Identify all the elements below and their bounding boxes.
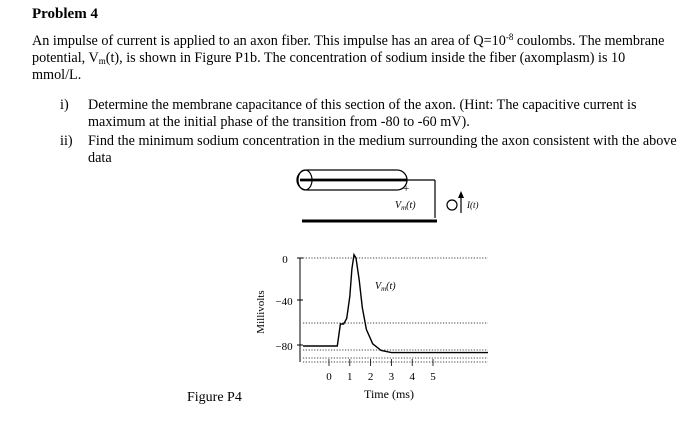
y-tick-label: −40 xyxy=(275,296,293,308)
question-text: Determine the membrane capacitance of this section of the axon. (Hint: The capacitive current is maximum at the initial phase of the transition from -80 to -60 mV). xyxy=(88,97,637,130)
question-text: Find the minimum sodium concentration in the medium surrounding the axon consistent with the above data xyxy=(88,133,677,166)
question-number: ii) xyxy=(60,133,73,149)
x-tick-label: 0 xyxy=(326,371,332,383)
x-tick-label: 4 xyxy=(409,371,415,383)
vm-label: $V_m(t)$ xyxy=(395,200,416,212)
current-arrowhead-icon xyxy=(458,191,464,198)
x-tick-label: 5 xyxy=(430,371,436,383)
series-label: $V_m(t)$ xyxy=(375,281,396,293)
x-tick-label: 3 xyxy=(388,371,395,383)
y-axis-label: Millivolts xyxy=(255,290,267,334)
y-tick-label: −80 xyxy=(275,341,293,353)
figure-caption: Figure P4 xyxy=(187,390,242,405)
vm-chart xyxy=(255,254,488,401)
question-number: i) xyxy=(60,97,69,113)
plus-label: + xyxy=(403,183,410,195)
x-tick-label: 1 xyxy=(347,371,353,383)
y-tick-label: 0 xyxy=(282,254,288,266)
problem-title: Problem 4 xyxy=(32,6,98,22)
x-tick-label: 2 xyxy=(367,371,374,383)
current-source-icon xyxy=(447,200,457,210)
x-axis-label: Time (ms) xyxy=(364,387,414,401)
axon-circuit-diagram xyxy=(297,170,464,221)
problem-statement: An impulse of current is applied to an axon fiber. This impulse has an area of $Q=10^{-8}$ coulombs. The membrane potential, $V_m(t)$, is shown in Figure P1b. The concentration of sodium inside the fiber (axomplasm) is 10 mmol/L. xyxy=(32,32,665,83)
vm-series-line xyxy=(303,255,488,353)
it-label: I(t) xyxy=(467,200,479,210)
